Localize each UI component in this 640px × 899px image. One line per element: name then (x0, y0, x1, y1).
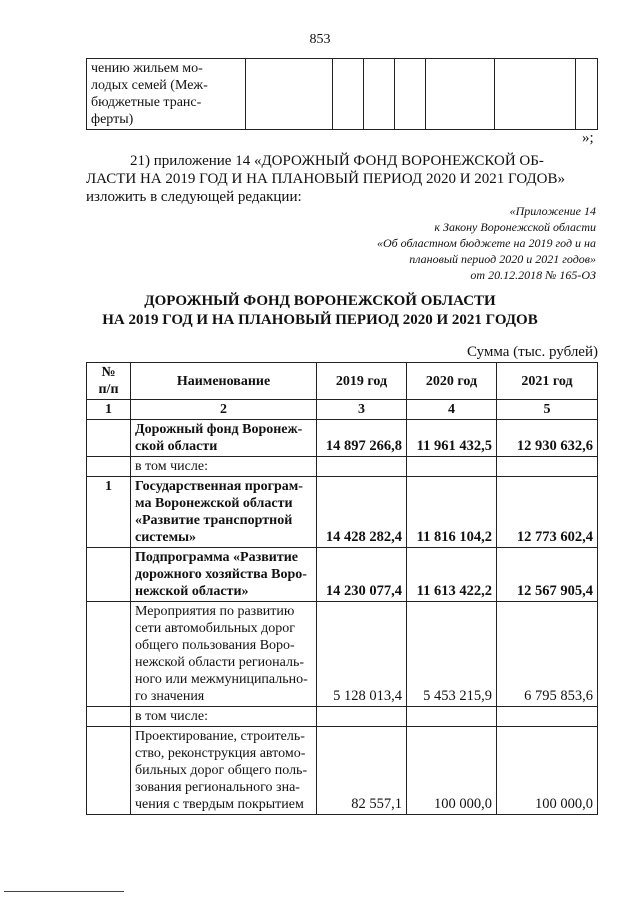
column-number-row (87, 400, 598, 420)
table-row (87, 707, 598, 727)
row-name-line: ного или межмуниципально- (135, 672, 308, 687)
row-name-line: системы» (135, 530, 197, 545)
value-2019 (317, 457, 407, 477)
row-name (131, 602, 317, 707)
value-2020: 11 961 432,5 (407, 420, 497, 457)
continued-name-line: лодых семей (Меж- (91, 78, 208, 93)
value-2020: 100 000,0 (407, 727, 497, 815)
empty-cell (395, 59, 426, 130)
row-name-line: ма Воронежской области (135, 496, 293, 511)
row-index (87, 727, 131, 815)
header-name: Наименование (131, 363, 317, 400)
value-2019: 14 428 282,4 (317, 477, 407, 548)
row-name-line: Проектирование, строитель- (135, 729, 305, 744)
continued-name-line: ферты) (91, 112, 134, 127)
header-number-line: п/п (98, 382, 119, 397)
header-number-line: № (101, 365, 116, 380)
header-number (87, 363, 131, 400)
row-name-line: общего пользования Воро- (135, 638, 295, 653)
table-row (87, 477, 598, 548)
table-row (87, 602, 598, 707)
value-2019 (317, 707, 407, 727)
value-2020: 5 453 215,9 (407, 602, 497, 707)
row-name-line: Дорожный фонд Воронеж- (135, 422, 303, 437)
header-2021: 2021 год (497, 363, 598, 400)
row-index (87, 420, 131, 457)
value-2021: 12 773 602,4 (497, 477, 598, 548)
value-2020 (407, 457, 497, 477)
row-name-line: Мероприятия по развитию (135, 604, 295, 619)
value-2019: 14 230 077,4 (317, 548, 407, 602)
row-name-line: бильных дорог общего поль- (135, 763, 308, 778)
row-name (131, 727, 317, 815)
road-fund-table (86, 362, 598, 815)
value-2021: 12 930 632,6 (497, 420, 598, 457)
row-index: 1 (87, 477, 131, 548)
row-name-line: ство, реконструкция автомо- (135, 746, 306, 761)
continued-name-line: чению жильем мо- (91, 61, 203, 76)
table-row (87, 727, 598, 815)
table-row (87, 457, 598, 477)
row-name (131, 477, 317, 548)
header-row (87, 363, 598, 400)
closing-quote: »; (582, 130, 594, 146)
row-name-line: чения с твердым покрытием (135, 797, 304, 812)
value-2021 (497, 707, 598, 727)
row-index (87, 707, 131, 727)
empty-cell (426, 59, 495, 130)
document-title (0, 292, 640, 330)
column-number: 3 (317, 400, 407, 420)
value-2020: 11 816 104,2 (407, 477, 497, 548)
row-name-line: зования регионального зна- (135, 780, 300, 795)
value-2020 (407, 707, 497, 727)
row-name-line: в том числе: (135, 709, 208, 724)
value-2021: 6 795 853,6 (497, 602, 598, 707)
row-name-line: Государственная програм- (135, 479, 303, 494)
column-number: 2 (131, 400, 317, 420)
row-name-line: нежской области» (135, 584, 249, 599)
appendix-ref-line: от 20.12.2018 № 165-ОЗ (470, 268, 596, 282)
column-number: 5 (497, 400, 598, 420)
appendix-ref-line: «Приложение 14 (509, 204, 596, 218)
row-name (131, 707, 317, 727)
row-name (131, 420, 317, 457)
table-row (87, 420, 598, 457)
amendment-line-2: ЛАСТИ НА 2019 ГОД И НА ПЛАНОВЫЙ ПЕРИОД 2020 И 2021 ГОДОВ» (86, 171, 565, 187)
row-name (131, 548, 317, 602)
row-index (87, 602, 131, 707)
value-2019: 82 557,1 (317, 727, 407, 815)
value-2021: 100 000,0 (497, 727, 598, 815)
column-number: 1 (87, 400, 131, 420)
row-name (131, 457, 317, 477)
empty-cell (246, 59, 333, 130)
row-index (87, 457, 131, 477)
header-2020: 2020 год (407, 363, 497, 400)
appendix-ref-line: «Об областном бюджете на 2019 год и на (376, 236, 596, 250)
appendix-reference (377, 203, 596, 283)
value-2021: 12 567 905,4 (497, 548, 598, 602)
row-name-line: дорожного хозяйства Воро- (135, 567, 307, 582)
row-name-line: Подпрограмма «Развитие (135, 550, 299, 565)
value-2019: 14 897 266,8 (317, 420, 407, 457)
value-2020: 11 613 422,2 (407, 548, 497, 602)
appendix-ref-line: плановый период 2020 и 2021 годов» (409, 252, 596, 266)
row-index (87, 548, 131, 602)
page-number: 853 (309, 32, 331, 47)
row-name-line: нежской области региональ- (135, 655, 305, 670)
amendment-line-3: изложить в следующей редакции: (86, 189, 302, 205)
row-name-line: ской области (135, 439, 218, 454)
footnote-divider (4, 891, 124, 892)
empty-cell (333, 59, 364, 130)
appendix-ref-line: к Закону Воронежской области (434, 220, 596, 234)
table-row (87, 548, 598, 602)
continued-table-fragment (86, 58, 598, 130)
title-line-1: ДОРОЖНЫЙ ФОНД ВОРОНЕЖСКОЙ ОБЛАСТИ (144, 293, 496, 309)
row-name-line: в том числе: (135, 459, 208, 474)
row-name-line: го значения (135, 689, 205, 704)
row-name-line: сети автомобильных дорог (135, 621, 295, 636)
value-2019: 5 128 013,4 (317, 602, 407, 707)
sum-unit-label: Сумма (тыс. рублей) (466, 344, 598, 360)
empty-cell (576, 59, 598, 130)
row-name-line: «Развитие транспортной (135, 513, 293, 528)
title-line-2: НА 2019 ГОД И НА ПЛАНОВЫЙ ПЕРИОД 2020 И 2021 ГОДОВ (102, 312, 538, 328)
continued-name-line: бюджетные транс- (91, 95, 202, 110)
empty-cell (495, 59, 576, 130)
empty-cell (364, 59, 395, 130)
column-number: 4 (407, 400, 497, 420)
header-2019: 2019 год (317, 363, 407, 400)
continued-name-cell (87, 59, 246, 130)
value-2021 (497, 457, 598, 477)
amendment-line-1: 21) приложение 14 «ДОРОЖНЫЙ ФОНД ВОРОНЕЖСКОЙ ОБ- (130, 153, 544, 169)
